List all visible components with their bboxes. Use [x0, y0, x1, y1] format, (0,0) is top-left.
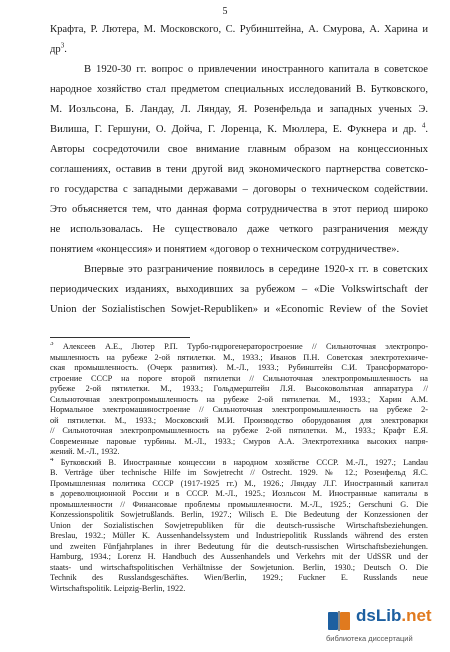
- body-line: Это объясняется тем, что данная форма сотрудничества в этот период широко: [50, 204, 428, 215]
- footnote-line: staats- und wirtschaftspolitischen Verhältnisse der Sowjetunion. Berlin, 1930.; Deutsch O. Die: [50, 562, 428, 572]
- footnote-line: Breslau, 1932.; Müller K. Aussenhandelssystem und Industriepolitik Russlands während des ersten: [50, 531, 428, 540]
- footnote-line: Technik des Russlandsgeschäftes. Wien/Berlin, 1929.; Fuckner E. Russlands neue: [50, 573, 428, 582]
- watermark-subtitle: библиотека диссертаций: [326, 634, 413, 643]
- body-line: В 1920-30 гг. вопрос о привлечении иностранного капитала в советское: [84, 64, 428, 75]
- footnote-line: жений. М.-Л., 1932.: [50, 447, 120, 456]
- footnote-fragment: Алексеев А.Е., Лютер Р.П. Турбо-гидрогенераторостроение // Сильноточная электропро-: [62, 342, 428, 351]
- footnote-line: Промышленная политика СССР (1917-1925 гг.) М., 1926.; Ляндау Л.Г. Иностранный капитал: [50, 478, 428, 488]
- book-logo-icon: [326, 608, 352, 634]
- footnote-fragment: Бутковский В. Иностранные концессии в народном хозяйстве СССР. М.-Л., 1927.; Landau: [60, 457, 428, 467]
- body-line: Крафта, Р. Лютера, М. Московского, С. Рубинштейна, А. Смурова, А. Харина и: [50, 24, 428, 35]
- body-line: народное хозяйство стал предметом специальных исследований В. Бутковского,: [50, 84, 428, 95]
- body-fragment: .: [64, 44, 67, 55]
- footnote-line: в дореволюционной России и в СССР. М.-Л., 1925.; Иозльсон М. Иностранные капиталы в: [50, 489, 428, 498]
- footnote-line: Konzessionspolitik Sowjetrußlands. Berlin, 1927.; Wilisch E. Die Bedeutung der Konzessionen der: [50, 510, 428, 519]
- footnote-line: Современные паровые турбины. М.-Л., 1933.; Смуров А.А. Электротехника высоких напря-: [50, 436, 428, 446]
- body-line: не использовалась. Не существовало даже четкого разграничения между: [50, 224, 428, 235]
- body-line: М. Иозльсона, Б. Ландау, Л. Ляндау, Я. Розенфельда и западных ученых Э.: [50, 104, 428, 115]
- footnotes: [50, 342, 428, 594]
- watermark-title-accent: .net: [401, 606, 432, 625]
- footnote-ref-3[interactable]: 3: [60, 41, 65, 50]
- page-number: 5: [222, 6, 228, 17]
- body-line: соглашениях, оставив в тени другой вид экономического партнерства советско-: [50, 164, 428, 175]
- footnote-line: B. Verträge über technische Hilfe im Sowjetrecht // Ostrecht. 1929. № 12.; Розенфельд Я.С.: [50, 468, 428, 477]
- body-fragment: др: [50, 44, 61, 55]
- watermark-title-main: dsLib: [356, 606, 402, 625]
- footnote-line: Union der Sozialistischen Sowjetrepubliken für die deutsch-russische Wirtschaftsbeziehungen.: [50, 520, 428, 530]
- footnote-line: ская промышленность. (Очерк развития). М.-Л., 1933.; Рубинштейн С.И. Трансформаторо-: [50, 363, 428, 372]
- footnote-line: ой пятилетки. М., 1933.; Московский М.И. Производство оборудования для электроварки: [50, 415, 428, 425]
- footnote-line: строение СССР на пороге второй пятилетки // Сильноточная электропромышленность на: [50, 373, 428, 383]
- body-line: го государства с западными державами – договоры о техническом содействии.: [50, 184, 428, 195]
- body-line: Union der Sozialistischen Sowjet-Republiken» и «Economic Review of the Soviet: [50, 304, 428, 315]
- footnote-line: Нормальное электромашиностроение // Сильноточная электропромышленность на рубеже 2-: [50, 405, 428, 414]
- footnote-line: Hamburg, 1934.; Lorenz H. Handbuch des Aussenhandels und Verkehrs mit der UdSSR und der: [50, 552, 428, 561]
- footnote-line: Wirtschaftspolitik. Leipzig-Berlin, 1922.: [50, 583, 186, 593]
- body-line: [50, 120, 428, 140]
- footnote-divider: [50, 337, 190, 338]
- footnote-line: промышленности // Финансовые проблемы промышленности. М.-Л., 1925.; Gerschuni G. Die: [50, 499, 428, 509]
- body-fragment: .: [425, 124, 428, 135]
- footnote-ref-4[interactable]: 4: [421, 121, 426, 130]
- footnote-line: // Сильноточная электропромышленность на рубеже 2-ой пятилетки. М., 1933.; Крафт Е.Я.: [50, 426, 428, 435]
- body-line: понятием «концессия» и понятием «договор о техническом сотрудничестве».: [50, 244, 400, 255]
- footnote-line: рубеже 2-ой пятилетки. М., 1933.; Гольдмерштейн Л.Я. Высоковольтная аппаратура //: [50, 384, 428, 393]
- body-line: [50, 40, 428, 60]
- footnote-line: [50, 458, 428, 469]
- footnote-line: und zweiten Fünfjahrplanes in ihrer Bedeutung für die deutsch-russischen Wirtschaftsbeziehungen.: [50, 541, 428, 551]
- body-fragment: Вилиша, Г. Гершуни, О. Дойча, Г. Лоренца, К. Мюллера, Е. Фукнера и др.: [50, 124, 417, 135]
- body-line: периодических изданиях, выходивших за рубежом – «Die Volkswirtschaft der: [50, 284, 428, 295]
- body-line: Впервые это разграничение появилось в середине 1920-х гг. в советских: [84, 264, 428, 275]
- body-text: [50, 20, 428, 320]
- footnote-line: Сильноточная электропромышленность на рубеже 2-ой пятилетки. М., 1933.; Харин А.М.: [50, 394, 428, 404]
- footnote-marker-3: 3: [50, 342, 54, 348]
- dslib-watermark[interactable]: [326, 606, 444, 646]
- watermark-title: [356, 606, 432, 626]
- footnote-marker-4: 4: [50, 457, 54, 463]
- body-line: Авторы сосредоточили свое внимание главным образом на концессионных: [50, 144, 428, 155]
- footnote-line: [50, 342, 428, 353]
- footnote-line: мышленность на рубеже 2-ой пятилетки. М., 1933.; Иванов П.Н. Советская электротехниче-: [50, 352, 428, 362]
